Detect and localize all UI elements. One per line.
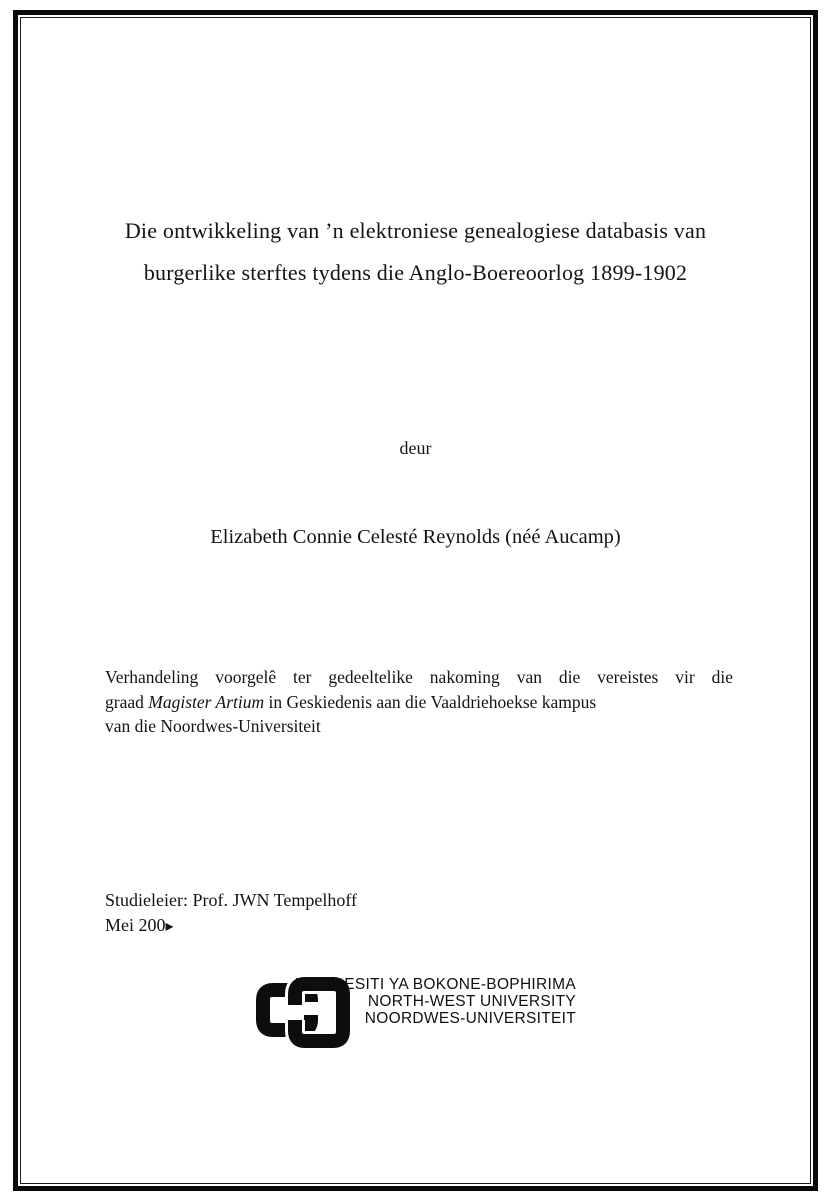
date-text: Mei 200 xyxy=(105,915,166,935)
degree-statement-line-2-post: in Geskiedenis aan die Vaaldriehoekse kampus xyxy=(264,691,597,712)
byline-label: deur xyxy=(399,438,432,458)
date-line xyxy=(105,913,357,938)
logo-text-afrikaans: NOORDWES-UNIVERSITEIT xyxy=(364,1010,576,1027)
logo-text-setswana: YUNIBESITI YA BOKONE-BOPHIRIMA xyxy=(295,976,576,993)
date-arrow-glyph: ▸ xyxy=(165,916,174,935)
university-logo-text xyxy=(295,976,576,1027)
supervisor-line: Studieleier: Prof. JWN Tempelhoff xyxy=(105,890,358,910)
author-name: Elizabeth Connie Celesté Reynolds (néé Aucamp) xyxy=(210,526,621,548)
degree-statement-line-2 xyxy=(105,690,733,715)
degree-statement-line-2-pre: graad xyxy=(105,691,149,712)
degree-statement-line-1: Verhandeling voorgelê ter gedeeltelike nakoming van die vereistes vir die xyxy=(105,667,733,687)
degree-statement xyxy=(105,665,733,739)
thesis-title xyxy=(50,210,781,294)
degree-statement-line-3: van die Noordwes-Universiteit xyxy=(105,716,321,736)
logo-text-english: NORTH-WEST UNIVERSITY xyxy=(367,993,576,1010)
university-logo xyxy=(256,974,576,1052)
supervisor-block xyxy=(105,888,357,938)
thesis-title-line-2: burgerlike sterftes tydens die Anglo-Boereoorlog 1899-1902 xyxy=(143,260,688,285)
thesis-title-line-1: Die ontwikkeling van ’n elektroniese genealogiese databasis van xyxy=(124,218,707,243)
degree-name-italic: Magister Artium xyxy=(148,691,265,712)
